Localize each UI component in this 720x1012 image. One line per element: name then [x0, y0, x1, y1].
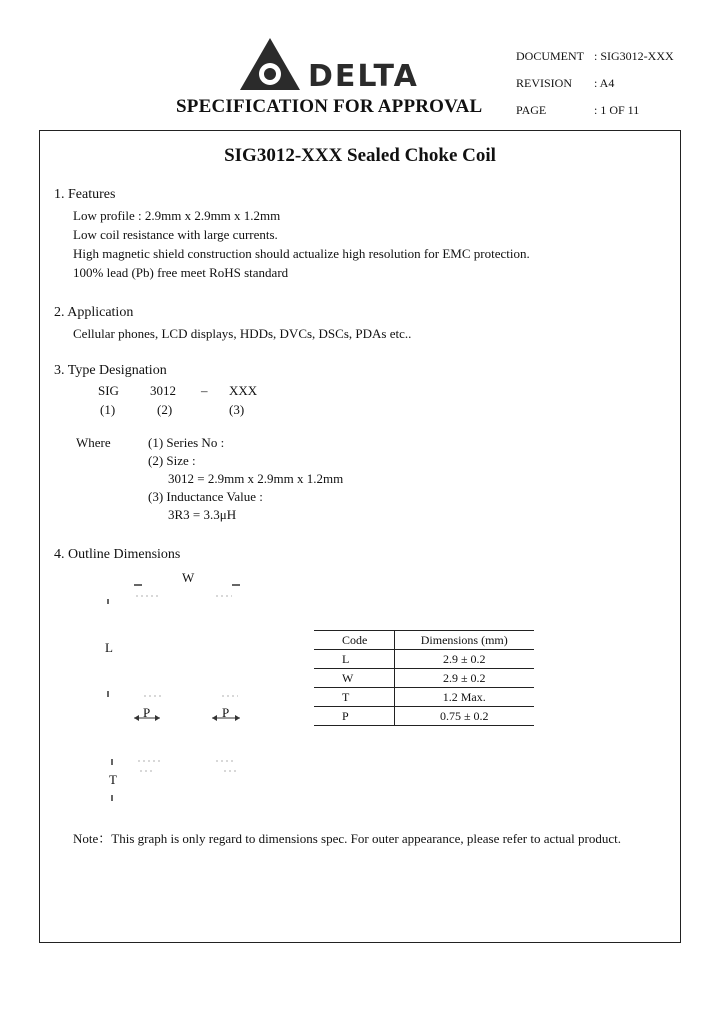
dimension-value: 0.75 ± 0.2	[394, 707, 534, 726]
feature-line: High magnetic shield construction should actualize high resolution for EMC protection.	[73, 246, 530, 261]
dimensions-header-code: Code	[314, 631, 394, 650]
dimension-code: T	[314, 688, 394, 707]
dimension-value: 1.2 Max.	[394, 688, 534, 707]
outline-drawing	[100, 565, 300, 810]
type-part-inductance: XXX	[229, 383, 258, 398]
outline-label-w: W	[182, 570, 195, 585]
table-row	[314, 707, 534, 726]
type-designation-heading: 3. Type Designation	[54, 363, 167, 378]
spec-title: SPECIFICATION FOR APPROVAL	[176, 96, 483, 117]
outline-label-t: T	[109, 772, 117, 787]
dimension-code: W	[314, 669, 394, 688]
meta-revision-value: : A4	[594, 76, 615, 90]
type-index-3: (3)	[229, 402, 245, 417]
type-part-dash: –	[201, 383, 208, 398]
dimension-value: 2.9 ± 0.2	[394, 650, 534, 669]
where-item: 3R3 = 3.3μH	[168, 507, 237, 522]
dimensions-header-value: Dimensions (mm)	[394, 631, 534, 650]
svg-text:DELTA: DELTA	[308, 59, 419, 94]
delta-logo	[236, 36, 422, 94]
outline-label-l: L	[105, 640, 113, 655]
application-heading: 2. Application	[54, 305, 134, 320]
table-row	[314, 650, 534, 669]
dimension-value: 2.9 ± 0.2	[394, 669, 534, 688]
table-row	[314, 669, 534, 688]
note-text: Note：This graph is only regard to dimensions spec. For outer appearance, please refer to actual product.	[73, 831, 621, 846]
dimensions-table	[314, 630, 534, 726]
where-item: (1) Series No :	[148, 435, 225, 450]
outline-label-p1: P	[143, 705, 151, 720]
type-index-1: (1)	[100, 402, 116, 417]
feature-line: 100% lead (Pb) free meet RoHS standard	[73, 265, 289, 280]
outline-heading: 4. Outline Dimensions	[54, 547, 181, 562]
where-item: 3012 = 2.9mm x 2.9mm x 1.2mm	[168, 471, 344, 486]
meta-page-value: : 1 OF 11	[594, 103, 640, 117]
dimension-code: P	[314, 707, 394, 726]
type-part-series: SIG	[98, 383, 119, 398]
feature-line: Low profile : 2.9mm x 2.9mm x 1.2mm	[73, 208, 281, 223]
document-title: SIG3012-XXX Sealed Choke Coil	[224, 145, 496, 166]
table-row	[314, 688, 534, 707]
dimension-code: L	[314, 650, 394, 669]
meta-revision-label: REVISION	[516, 76, 572, 90]
features-heading: 1. Features	[54, 187, 116, 202]
type-index-2: (2)	[157, 402, 173, 417]
where-label: Where	[76, 435, 111, 450]
meta-document-value: : SIG3012-XXX	[594, 49, 674, 63]
outline-label-p2: P	[222, 705, 230, 720]
meta-document-label: DOCUMENT	[516, 49, 584, 63]
meta-page-label: PAGE	[516, 103, 547, 117]
where-item: (3) Inductance Value :	[148, 489, 263, 504]
application-text: Cellular phones, LCD displays, HDDs, DVCs, DSCs, PDAs etc..	[73, 326, 412, 341]
feature-line: Low coil resistance with large currents.	[73, 227, 278, 242]
where-item: (2) Size :	[148, 453, 196, 468]
type-part-size: 3012	[150, 383, 176, 398]
